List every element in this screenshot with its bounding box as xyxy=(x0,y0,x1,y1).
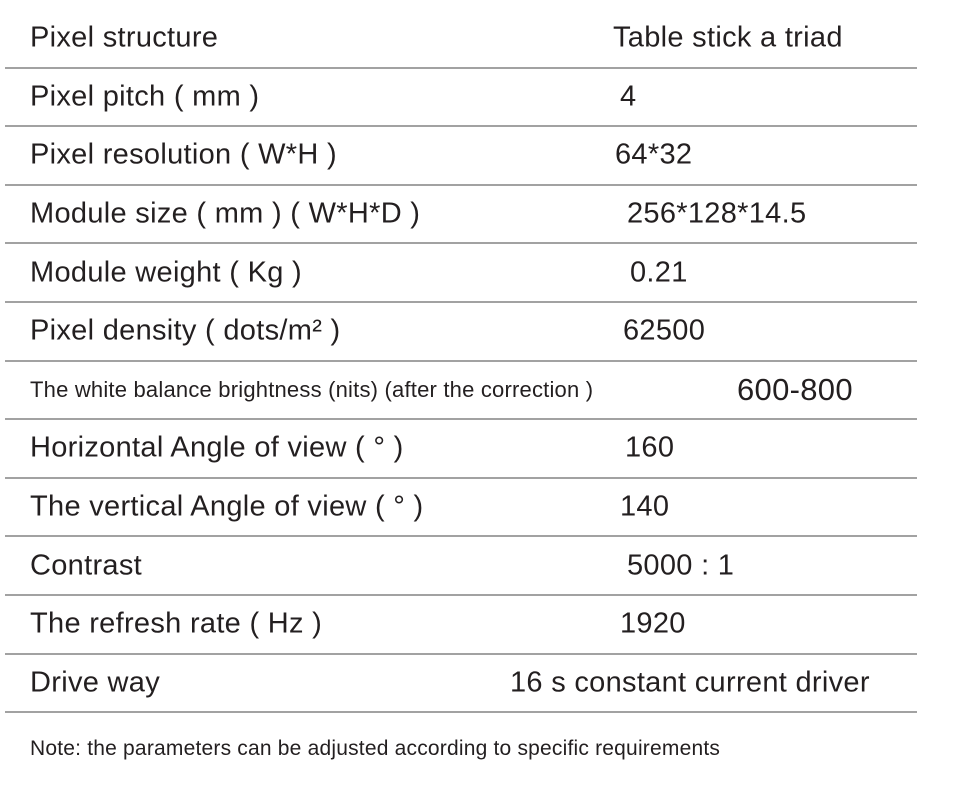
table-row xyxy=(5,69,917,128)
row-value: 0.21 xyxy=(630,256,688,289)
row-label: The white balance brightness (nits) (after the correction ) xyxy=(30,376,594,402)
table-note: Note: the parameters can be adjusted according to specific requirements xyxy=(30,737,721,761)
table-row xyxy=(5,537,917,596)
table-row xyxy=(5,420,917,479)
row-value: 16 s constant current driver xyxy=(510,666,870,699)
row-label: Pixel density ( dots/m² ) xyxy=(30,314,341,347)
table-row xyxy=(5,10,917,69)
table-row xyxy=(5,303,917,362)
row-value: 64*32 xyxy=(615,138,693,171)
row-label: Module size ( mm ) ( W*H*D ) xyxy=(30,197,421,230)
row-label: Pixel structure xyxy=(30,21,219,54)
row-value: Table stick a triad xyxy=(613,21,843,54)
row-label: Module weight ( Kg ) xyxy=(30,256,302,289)
table-row xyxy=(5,479,917,538)
row-label: Pixel resolution ( W*H ) xyxy=(30,138,337,171)
row-value: 5000 : 1 xyxy=(627,549,735,582)
row-label: Contrast xyxy=(30,549,142,582)
row-value: 4 xyxy=(620,80,637,113)
row-value: 140 xyxy=(620,490,670,523)
row-label: The refresh rate ( Hz ) xyxy=(30,607,323,640)
row-value: 600-800 xyxy=(737,371,853,407)
table-row xyxy=(5,127,917,186)
table-row xyxy=(5,186,917,245)
row-label: Horizontal Angle of view ( ° ) xyxy=(30,431,404,464)
row-value: 62500 xyxy=(623,314,706,347)
row-label: Pixel pitch ( mm ) xyxy=(30,80,260,113)
table-row xyxy=(5,244,917,303)
row-label: The vertical Angle of view ( ° ) xyxy=(30,490,424,523)
table-row xyxy=(5,655,917,714)
table-row xyxy=(5,596,917,655)
row-value: 256*128*14.5 xyxy=(627,197,807,230)
table-row xyxy=(5,362,917,421)
row-label: Drive way xyxy=(30,666,160,699)
spec-table xyxy=(5,10,917,713)
row-value: 1920 xyxy=(620,607,686,640)
row-value: 160 xyxy=(625,431,675,464)
